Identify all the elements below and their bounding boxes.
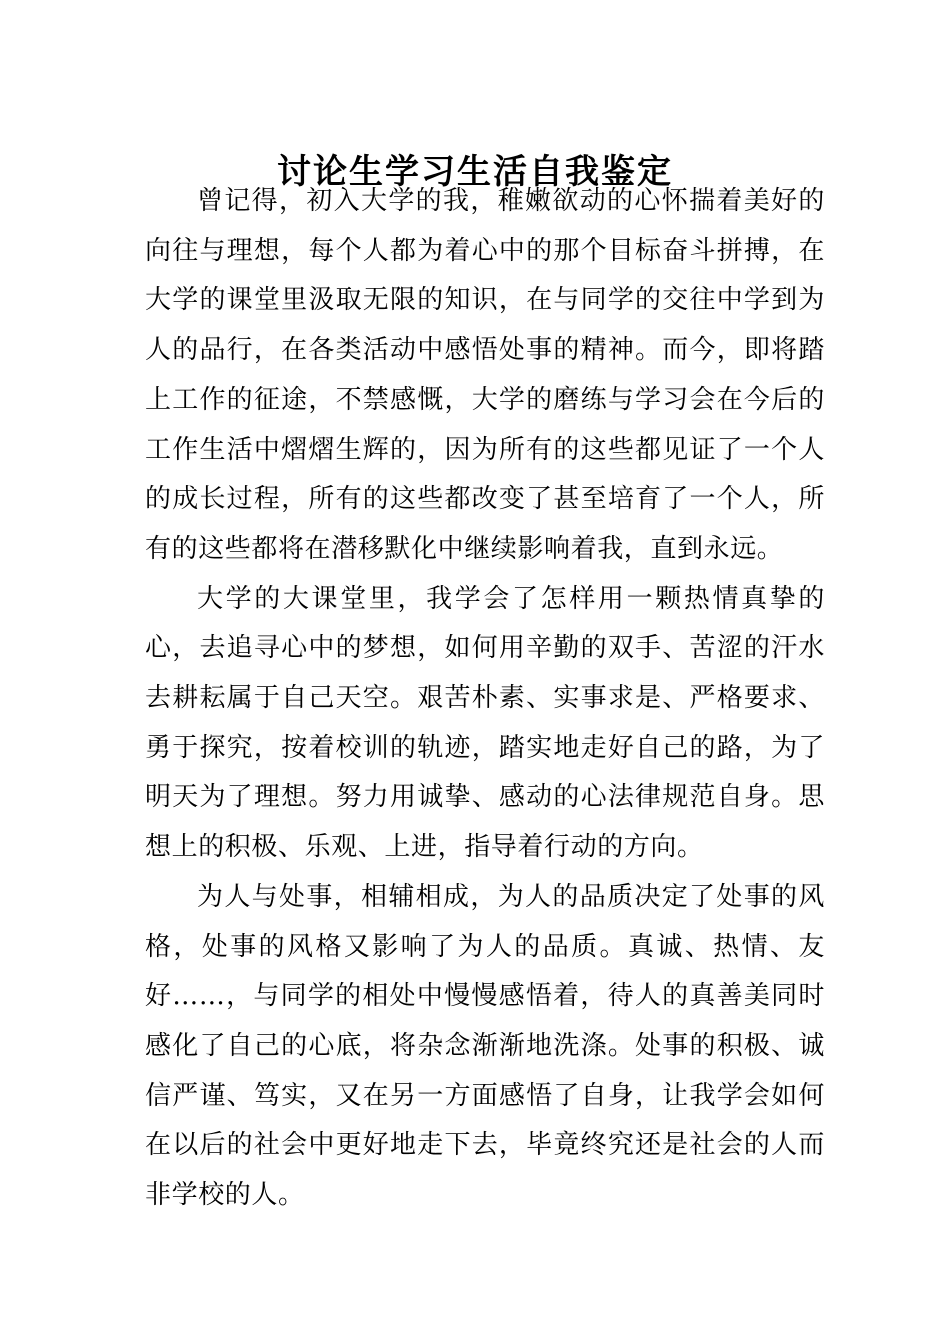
paragraph-2: 大学的大课堂里，我学会了怎样用一颗热情真挚的心，去追寻心中的梦想，如何用辛勤的双手、苦涩的汗水去耕耘属于自己天空。艰苦朴素、实事求是、严格要求、勇于探究，按着校训的轨迹，踏实地走好自己的路，为了明天为了理想。努力用诚挚、感动的心法律规范自身。思想上的积极、乐观、上进，指导着行动的方向。 [145, 583, 825, 863]
document-body [145, 177, 825, 1221]
paragraph-3: 为人与处事，相辅相成，为人的品质决定了处事的风格，处事的风格又影响了为人的品质。真诚、热情、友好……，与同学的相处中慢慢感悟着，待人的真善美同时感化了自己的心底，将杂念渐渐地洗涤。处事的积极、诚信严谨、笃实，又在另一方面感悟了自身，让我学会如何在以后的社会中更好地走下去，毕竟终究还是社会的人而非学校的人。 [145, 881, 825, 1211]
paragraph-1: 曾记得，初入大学的我，稚嫩欲动的心怀揣着美好的向往与理想，每个人都为着心中的那个目标奋斗拼搏，在大学的课堂里汲取无限的知识，在与同学的交往中学到为人的品行，在各类活动中感悟处事的精神。而今，即将踏上工作的征途，不禁感慨，大学的磨练与学习会在今后的工作生活中熠熠生辉的，因为所有的这些都见证了一个人的成长过程，所有的这些都改变了甚至培育了一个人，所有的这些都将在潜移默化中继续影响着我，直到永远。 [145, 186, 825, 564]
document-title: 讨论生学习生活自我鉴定 [277, 151, 673, 192]
